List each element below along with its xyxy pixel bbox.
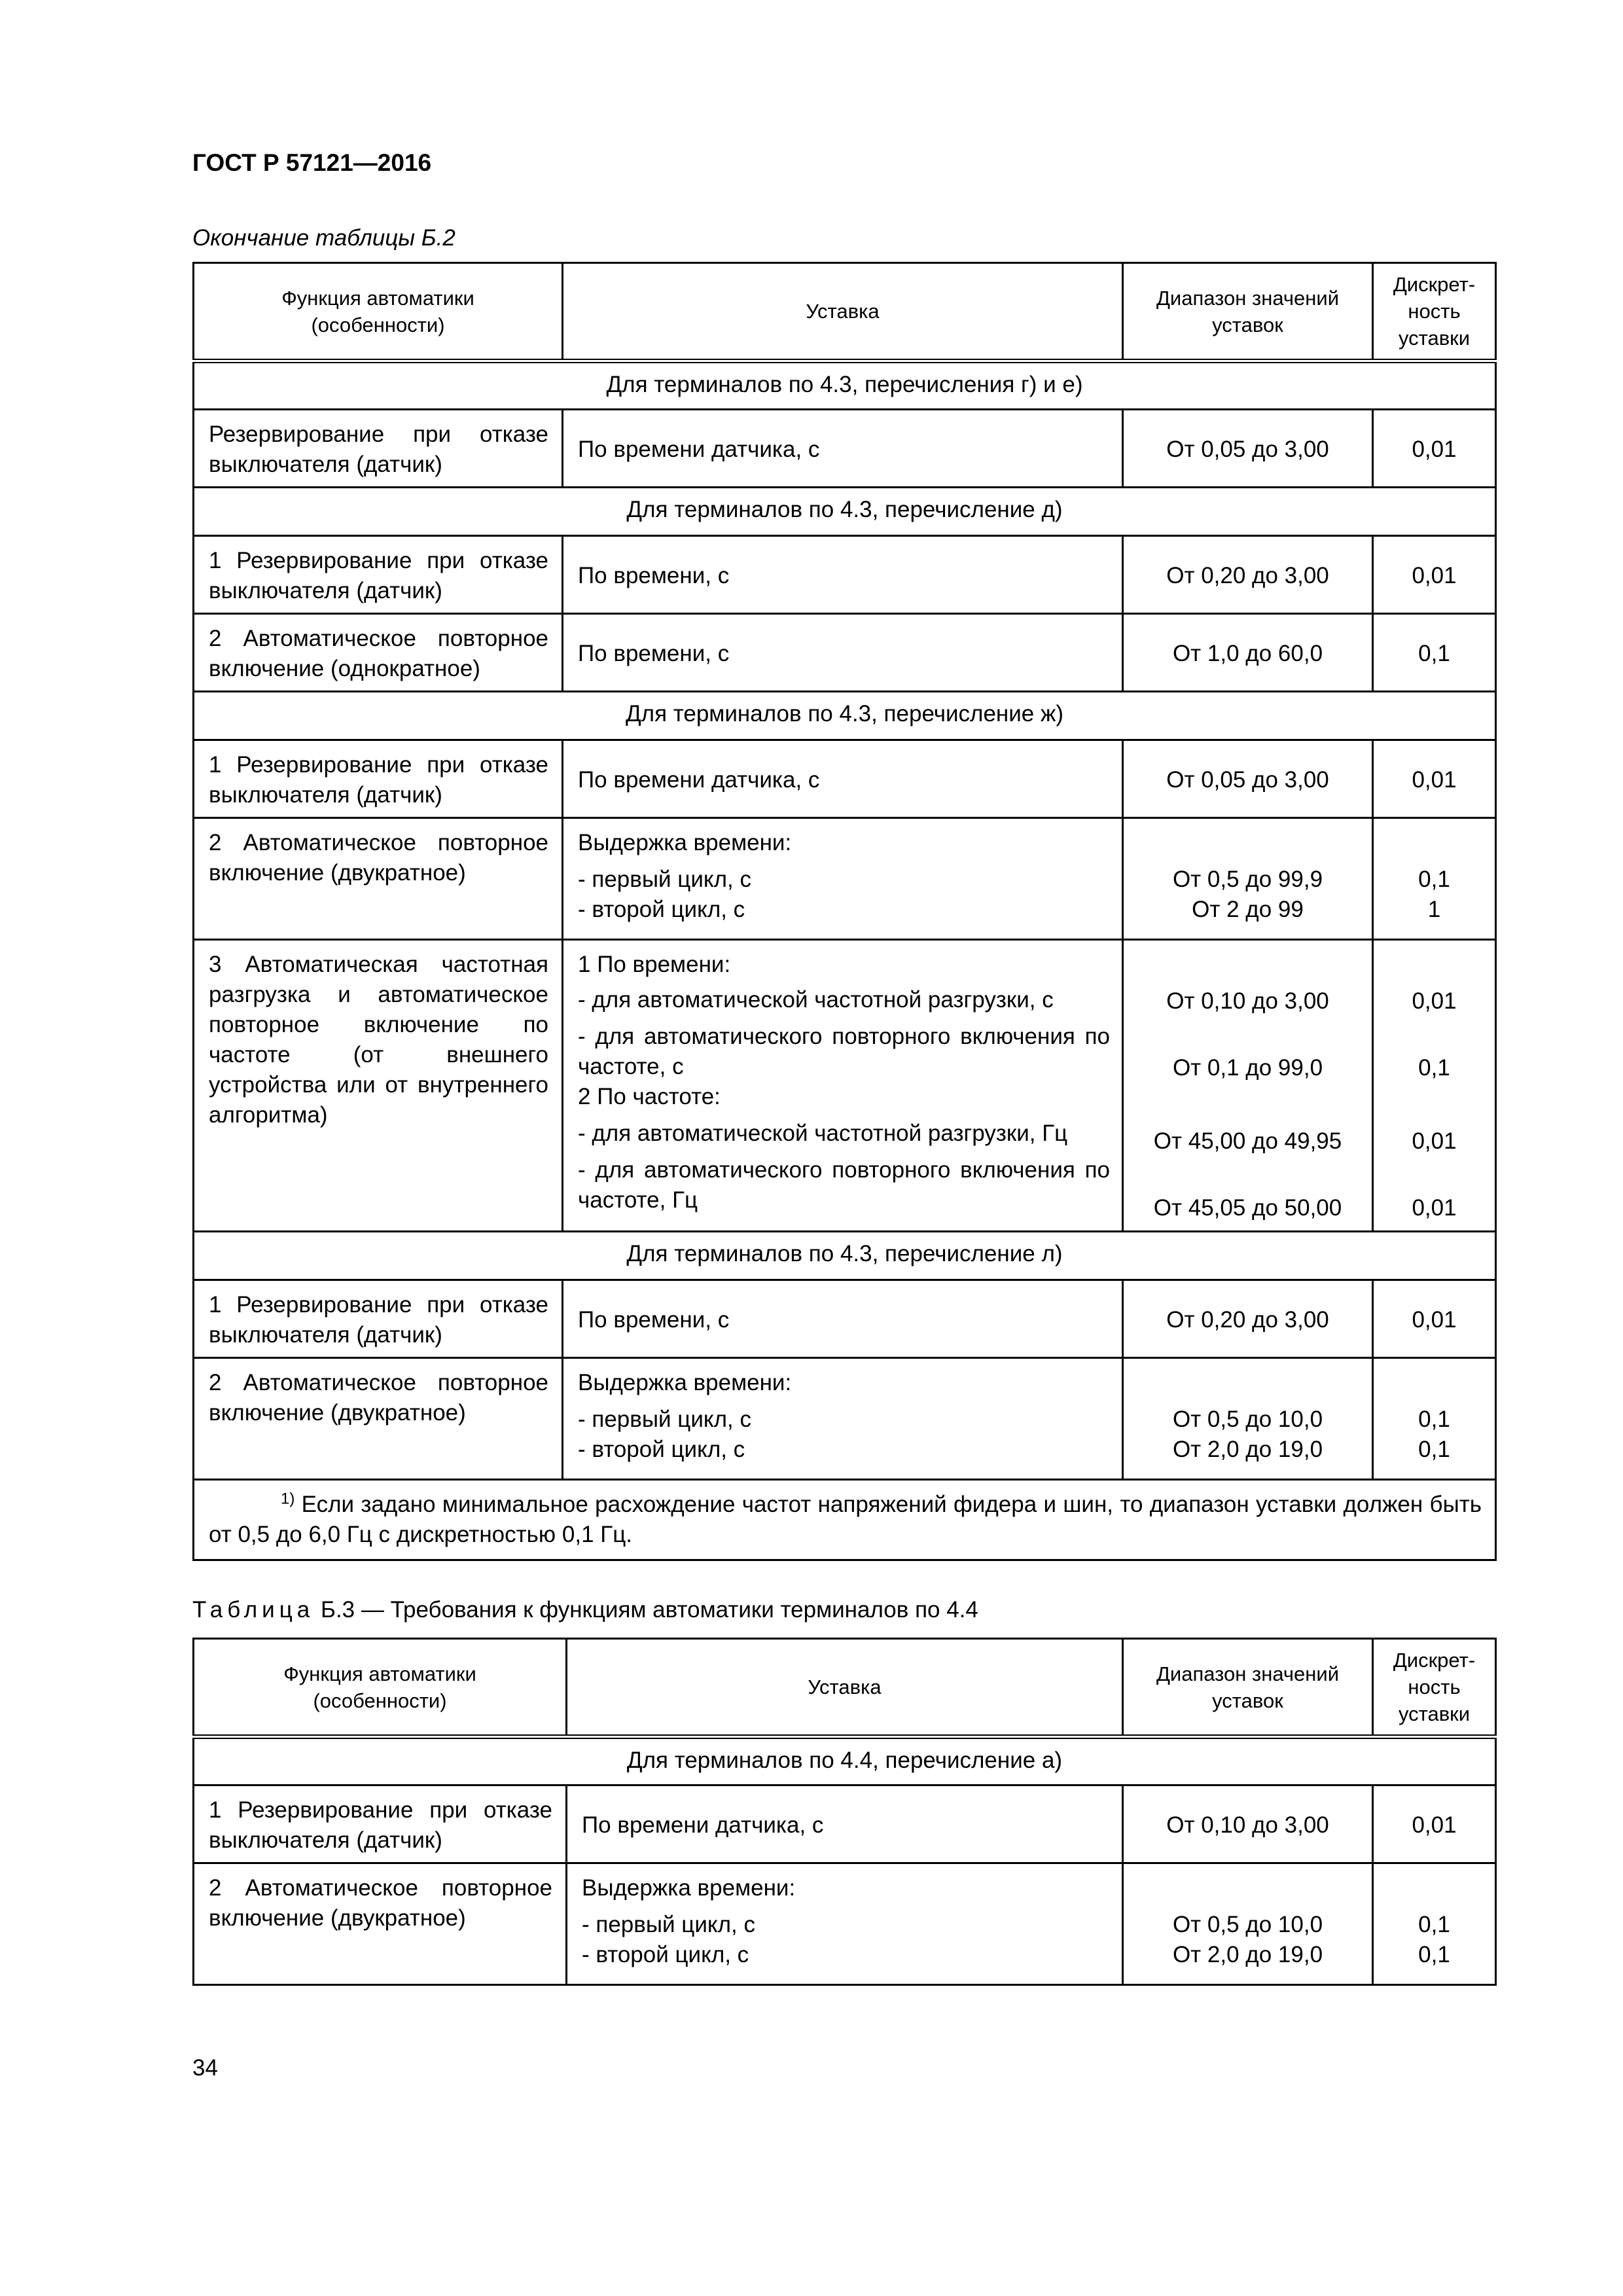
table-row [194, 614, 1496, 692]
document-id: ГОСТ Р 57121—2016 [192, 149, 432, 176]
header-setting: Уставка [567, 1639, 1123, 1737]
setting-line: - для автоматического повторного включения по частоте, с [578, 1024, 1110, 1079]
range-value: От 45,05 до 50,00 [1153, 1195, 1342, 1221]
table-row [194, 410, 1496, 488]
section-title: Для терминалов по 4.3, перечисление ж) [194, 692, 1496, 740]
table-b2-caption: Окончание таблицы Б.2 [192, 225, 455, 251]
section-row [194, 1232, 1496, 1280]
discrete-cell: 0,1 [1373, 614, 1496, 692]
table-header-row [194, 1639, 1496, 1737]
section-title: Для терминалов по 4.3, перечисление л) [194, 1232, 1496, 1280]
header-range: Диапазон значений уставок [1123, 1639, 1373, 1737]
range-value: От 2,0 до 19,0 [1172, 1437, 1323, 1462]
discrete-cell [1373, 1358, 1496, 1480]
range-cell: От 0,05 до 3,00 [1123, 740, 1373, 818]
discrete-cell: 0,01 [1373, 1785, 1496, 1863]
setting-cell: По времени датчика, с [567, 1785, 1123, 1863]
func-cell: 1 Резервирование при отказе выключателя (датчик) [194, 740, 563, 818]
range-cell [1123, 940, 1373, 1232]
section-title: Для терминалов по 4.3, перечисление д) [194, 488, 1496, 536]
setting-line: - для автоматической частотной разгрузки, с [578, 987, 1054, 1013]
table-b3 [192, 1638, 1497, 1986]
header-func: Функция автоматики (особенности) [194, 1639, 567, 1737]
discrete-cell [1373, 818, 1496, 940]
setting-heading: 1 По времени: [578, 952, 731, 977]
section-title: Для терминалов по 4.3, перечисления г) и е) [194, 361, 1496, 410]
section-row [194, 488, 1496, 536]
func-cell: 2 Автоматическое повторное включение (однократное) [194, 614, 563, 692]
range-cell [1123, 1863, 1373, 1985]
range-cell: От 0,20 до 3,00 [1123, 536, 1373, 614]
func-cell: 2 Автоматическое повторное включение (двукратное) [194, 1863, 567, 1985]
discrete-value: 0,1 [1418, 1055, 1450, 1081]
setting-cell: По времени, с [563, 614, 1123, 692]
section-title: Для терминалов по 4.4, перечисление а) [194, 1737, 1496, 1785]
header-discrete: Дискрет-ность уставки [1373, 1639, 1496, 1737]
range-value: От 0,10 до 3,00 [1166, 988, 1329, 1014]
header-range: Диапазон значений уставок [1123, 263, 1373, 361]
setting-line: - для автоматического повторного включения по частоте, Гц [578, 1157, 1110, 1213]
discrete-value: 0,1 [1418, 1437, 1450, 1462]
header-func: Функция автоматики (особенности) [194, 263, 563, 361]
footnote-cell [194, 1480, 1496, 1560]
table-b2 [192, 262, 1497, 1561]
caption-label: Таблица [192, 1597, 315, 1623]
setting-line: - первый цикл, с [582, 1912, 755, 1937]
discrete-cell: 0,01 [1373, 740, 1496, 818]
setting-heading: Выдержка времени: [582, 1875, 796, 1901]
section-row [194, 361, 1496, 410]
footnote-text: Если задано минимальное расхождение частот напряжений фидера и шин, то диапазон уставки должен быть от 0,5 до 6,0 Гц с дискретностью 0,1 Гц. [209, 1492, 1482, 1547]
section-row [194, 1737, 1496, 1785]
setting-line: - первый цикл, с [578, 867, 751, 892]
range-value: От 0,5 до 10,0 [1172, 1912, 1323, 1937]
discrete-value: 0,1 [1418, 1912, 1450, 1937]
func-cell: Резервирование при отказе выключателя (датчик) [194, 410, 563, 488]
range-cell: От 0,10 до 3,00 [1123, 1785, 1373, 1863]
discrete-cell: 0,01 [1373, 536, 1496, 614]
setting-cell [563, 940, 1123, 1232]
header-setting: Уставка [563, 263, 1123, 361]
func-cell: 3 Автоматическая частотная разгрузка и автоматическое повторное включение по частоте (от внешнего устройства или от внутреннего алгоритма) [194, 940, 563, 1232]
discrete-value: 0,01 [1412, 1195, 1457, 1221]
func-cell: 1 Резервирование при отказе выключателя (датчик) [194, 536, 563, 614]
table-row [194, 1785, 1496, 1863]
discrete-cell [1373, 940, 1496, 1232]
range-cell: От 1,0 до 60,0 [1123, 614, 1373, 692]
func-cell: 2 Автоматическое повторное включение (двукратное) [194, 818, 563, 940]
setting-line: - первый цикл, с [578, 1407, 751, 1432]
setting-cell: По времени датчика, с [563, 410, 1123, 488]
table-row [194, 740, 1496, 818]
func-cell: 1 Резервирование при отказе выключателя (датчик) [194, 1280, 563, 1358]
setting-cell: По времени датчика, с [563, 740, 1123, 818]
range-value: От 2,0 до 19,0 [1172, 1942, 1323, 1967]
table-row [194, 1358, 1496, 1480]
setting-cell [567, 1863, 1123, 1985]
header-discrete: Дискрет-ность уставки [1373, 263, 1496, 361]
table-header-row [194, 263, 1496, 361]
setting-cell: По времени, с [563, 1280, 1123, 1358]
setting-cell [563, 1358, 1123, 1480]
discrete-cell: 0,01 [1373, 410, 1496, 488]
section-row [194, 692, 1496, 740]
setting-line: - второй цикл, с [578, 1437, 745, 1462]
setting-cell: По времени, с [563, 536, 1123, 614]
discrete-value: 0,1 [1418, 1407, 1450, 1432]
range-cell: От 0,05 до 3,00 [1123, 410, 1373, 488]
discrete-value: 0,01 [1412, 1128, 1457, 1154]
table-row [194, 1280, 1496, 1358]
discrete-value: 1 [1427, 897, 1441, 922]
func-cell: 1 Резервирование при отказе выключателя (датчик) [194, 1785, 567, 1863]
range-cell [1123, 818, 1373, 940]
table-row [194, 536, 1496, 614]
discrete-value: 0,1 [1418, 1942, 1450, 1967]
footnote-row [194, 1480, 1496, 1560]
setting-heading: Выдержка времени: [578, 1370, 792, 1395]
range-value: От 0,5 до 99,9 [1172, 867, 1323, 892]
setting-heading: Выдержка времени: [578, 830, 792, 855]
range-value: От 0,1 до 99,0 [1172, 1055, 1323, 1081]
range-cell: От 0,20 до 3,00 [1123, 1280, 1373, 1358]
table-row [194, 818, 1496, 940]
setting-cell [563, 818, 1123, 940]
range-value: От 2 до 99 [1192, 897, 1304, 922]
table-b3-caption [192, 1597, 978, 1623]
discrete-value: 0,1 [1418, 867, 1450, 892]
page-number: 34 [192, 2055, 218, 2081]
setting-line: - второй цикл, с [578, 897, 745, 922]
table-row [194, 940, 1496, 1232]
setting-line: - второй цикл, с [582, 1942, 749, 1967]
range-cell [1123, 1358, 1373, 1480]
setting-heading: 2 По частоте: [578, 1084, 721, 1109]
discrete-cell [1373, 1863, 1496, 1985]
caption-text: Б.3 — Требования к функциям автоматики терминалов по 4.4 [320, 1597, 978, 1623]
discrete-value: 0,01 [1412, 988, 1457, 1014]
discrete-cell: 0,01 [1373, 1280, 1496, 1358]
setting-line: - для автоматической частотной разгрузки, Гц [578, 1121, 1068, 1146]
func-cell: 2 Автоматическое повторное включение (двукратное) [194, 1358, 563, 1480]
range-value: От 0,5 до 10,0 [1172, 1407, 1323, 1432]
footnote-mark: 1) [281, 1490, 295, 1508]
table-row [194, 1863, 1496, 1985]
range-value: От 45,00 до 49,95 [1153, 1128, 1342, 1154]
